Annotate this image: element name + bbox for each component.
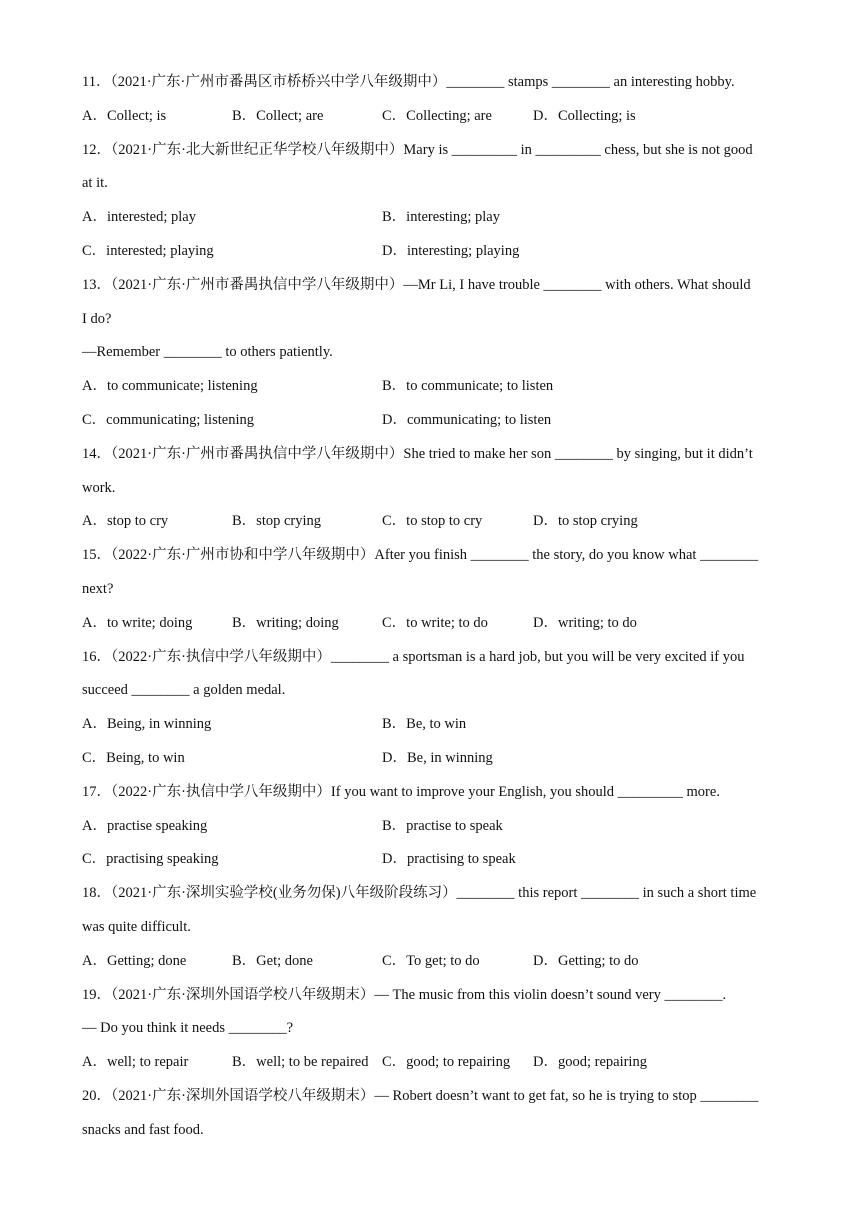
question-stem-line: 20．（2021·广东·深圳外国语学校八年级期末）— Robert doesn’t want to get fat, so he is trying to stop ________: [82, 1087, 759, 1104]
question-stem-line: 13．（2021·广东·广州市番禺执信中学八年级期中）—Mr Li, I have trouble ________ with others. What should: [82, 276, 751, 293]
options-row: [82, 201, 782, 235]
answer-option[interactable]: B．well; to be repaired: [232, 1054, 369, 1071]
options-row: [82, 843, 782, 877]
answer-option[interactable]: B．to communicate; to listen: [382, 378, 554, 395]
question-stem-line: 12．（2021·广东·北大新世纪正华学校八年级期中）Mary is _________ in _________ chess, but she is not good: [82, 141, 753, 158]
question-item: [82, 1080, 782, 1148]
answer-option[interactable]: D．communicating; to listen: [382, 411, 552, 428]
question-item: [82, 438, 782, 539]
question-stem-line: 18．（2021·广东·深圳实验学校(业务勿保)八年级阶段练习）________ this report ________ in such a short time: [82, 885, 757, 902]
question-stem-line: —Remember ________ to others patiently.: [82, 344, 333, 361]
answer-option[interactable]: B．writing; doing: [232, 614, 339, 631]
answer-option[interactable]: B．interesting; play: [382, 209, 500, 226]
options-row: [82, 505, 782, 539]
answer-option[interactable]: B．practise to speak: [382, 817, 503, 834]
question-stem-line: 15．（2022·广东·广州市协和中学八年级期中）After you finish ________ the story, do you know what ________: [82, 547, 759, 564]
answer-option[interactable]: D．practising to speak: [382, 851, 516, 868]
options-row: [82, 235, 782, 269]
question-stem-line: 17．（2022·广东·执信中学八年级期中）If you want to improve your English, you should _________ more.: [82, 783, 720, 800]
answer-option[interactable]: A．practise speaking: [82, 817, 208, 834]
answer-option[interactable]: B．Get; done: [232, 952, 313, 969]
options-row: [82, 742, 782, 776]
answer-option[interactable]: D．Collecting; is: [533, 107, 636, 124]
answer-option[interactable]: A．Collect; is: [82, 107, 167, 124]
options-row: [82, 1046, 782, 1080]
question-stem-line: 11．（2021·广东·广州市番禺区市桥桥兴中学八年级期中）________ stamps ________ an interesting hobby.: [82, 74, 735, 90]
answer-option[interactable]: D．writing; to do: [533, 614, 637, 631]
answer-option[interactable]: A．stop to cry: [82, 513, 169, 530]
answer-option[interactable]: D．good; repairing: [533, 1054, 647, 1071]
question-stem-line: next?: [82, 580, 114, 597]
question-item: [82, 641, 782, 776]
options-row: [82, 945, 782, 979]
answer-option[interactable]: A．Getting; done: [82, 952, 187, 969]
question-item: [82, 134, 782, 269]
question-stem-line: I do?: [82, 310, 112, 327]
question-stem-line: snacks and fast food.: [82, 1121, 204, 1138]
question-item: [82, 269, 782, 438]
question-item: [82, 66, 782, 134]
answer-option[interactable]: C．Collecting; are: [382, 107, 492, 124]
question-stem-line: — Do you think it needs ________?: [82, 1020, 294, 1037]
options-row: [82, 100, 782, 134]
answer-option[interactable]: A．to communicate; listening: [82, 378, 258, 395]
options-row: [82, 404, 782, 438]
answer-option[interactable]: A．well; to repair: [82, 1054, 189, 1071]
answer-option[interactable]: D．Be, in winning: [382, 749, 493, 766]
options-row: [82, 708, 782, 742]
worksheet-page: [82, 66, 782, 1148]
question-item: [82, 979, 782, 1080]
answer-option[interactable]: C．interested; playing: [82, 242, 214, 259]
answer-option[interactable]: C．communicating; listening: [82, 411, 254, 428]
answer-option[interactable]: C．To get; to do: [382, 952, 480, 969]
answer-option[interactable]: B．Collect; are: [232, 107, 324, 124]
answer-option[interactable]: C．Being, to win: [82, 749, 185, 766]
question-stem-line: was quite difficult.: [82, 918, 191, 935]
question-stem-line: work.: [82, 479, 116, 496]
answer-option[interactable]: B．stop crying: [232, 513, 322, 530]
options-row: [82, 370, 782, 404]
options-row: [82, 810, 782, 844]
answer-option[interactable]: C．to stop to cry: [382, 513, 483, 530]
question-stem-line: 16．（2022·广东·执信中学八年级期中）________ a sportsman is a hard job, but you will be very excited if you: [82, 648, 745, 665]
question-item: [82, 877, 782, 978]
answer-option[interactable]: C．good; to repairing: [382, 1054, 511, 1071]
answer-option[interactable]: D．to stop crying: [533, 513, 638, 530]
answer-option[interactable]: C．to write; to do: [382, 614, 488, 631]
answer-option[interactable]: B．Be, to win: [382, 716, 467, 733]
answer-option[interactable]: D．interesting; playing: [382, 242, 520, 259]
options-row: [82, 607, 782, 641]
answer-option[interactable]: C．practising speaking: [82, 851, 219, 868]
answer-option[interactable]: A．interested; play: [82, 209, 196, 226]
question-item: [82, 776, 782, 877]
answer-option[interactable]: D．Getting; to do: [533, 952, 639, 969]
answer-option[interactable]: A．to write; doing: [82, 614, 193, 631]
answer-option[interactable]: A．Being, in winning: [82, 716, 212, 733]
question-stem-line: 14．（2021·广东·广州市番禺执信中学八年级期中）She tried to make her son ________ by singing, but it didn’t: [82, 445, 753, 462]
question-stem-line: at it.: [82, 175, 108, 192]
question-stem-line: 19．（2021·广东·深圳外国语学校八年级期末）— The music from this violin doesn’t sound very ________.: [82, 986, 727, 1003]
question-item: [82, 539, 782, 640]
question-stem-line: succeed ________ a golden medal.: [82, 682, 286, 699]
